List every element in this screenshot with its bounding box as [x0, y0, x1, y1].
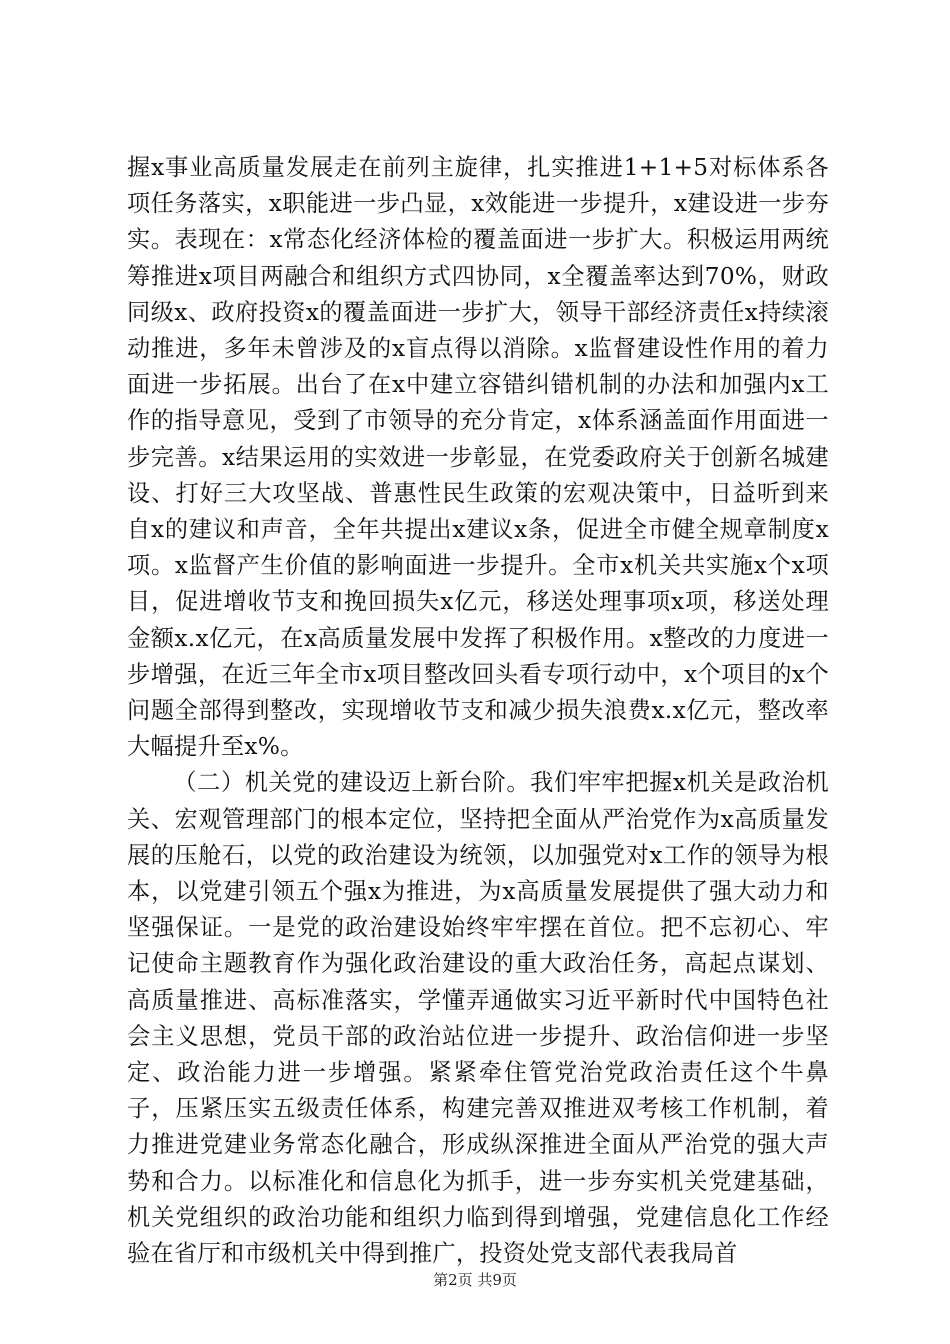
page-number-footer: 第2页 共9页 [433, 1271, 517, 1289]
document-body [127, 150, 829, 1272]
paragraph-section-two: （二）机关党的建设迈上新台阶。我们牢牢把握x机关是政治机关、宏观管理部门的根本定位，坚持把全面从严治党作为x高质量发展的压舱石，以党的政治建设为统领，以加强党对x工作的领导为根本，以党建引领五个强x为推进，为x高质量发展提供了强大动力和坚强保证。一是党的政治建设始终牢牢摆在首位。把不忘初心、牢记使命主题教育作为强化政治建设的重大政治任务，高起点谋划、高质量推进、高标准落实，学懂弄通做实习近平新时代中国特色社会主义思想，党员干部的政治站位进一步提升、政治信仰进一步坚定、政治能力进一步增强。紧紧牵住管党治党政治责任这个牛鼻子，压紧压实五级责任体系，构建完善双推进双考核工作机制，着力推进党建业务常态化融合，形成纵深推进全面从严治党的强大声势和合力。以标准化和信息化为抓手，进一步夯实机关党建基础，机关党组织的政治功能和组织力临到得到增强，党建信息化工作经验在省厅和市级机关中得到推广，投资处党支部代表我局首 [127, 769, 829, 1268]
paragraph-continuation: 握x事业高质量发展走在前列主旋律，扎实推进1+1+5对标体系各项任务落实，x职能进一步凸显，x效能进一步提升，x建设进一步夯实。表现在：x常态化经济体检的覆盖面进一步扩大。积极运用两统筹推进x项目两融合和组织方式四协同，x全覆盖率达到70%，财政同级x、政府投资x的覆盖面进一步扩大，领导干部经济责任x持续滚动推进，多年未曾涉及的x盲点得以消除。x监督建设性作用的着力面进一步拓展。出台了在x中建立容错纠错机制的办法和加强内x工作的指导意见，受到了市领导的充分肯定，x体系涵盖面作用面进一步完善。x结果运用的实效进一步彰显，在党委政府关于创新名城建设、打好三大攻坚战、普惠性民生政策的宏观决策中，日益听到来自x的建议和声音，全年共提出x建议x条，促进全市健全规章制度x项。x监督产生价值的影响面进一步提升。全市x机关共实施x个x项目，促进增收节支和挽回损失x亿元，移送处理事项x项，移送处理金额x.x亿元，在x高质量发展中发挥了积极作用。x整改的力度进一步增强，在近三年全市x项目整改回头看专项行动中，x个项目的x个问题全部得到整改，实现增收节支和减少损失浪费x.x亿元，整改率大幅提升至x%。 [127, 154, 829, 761]
